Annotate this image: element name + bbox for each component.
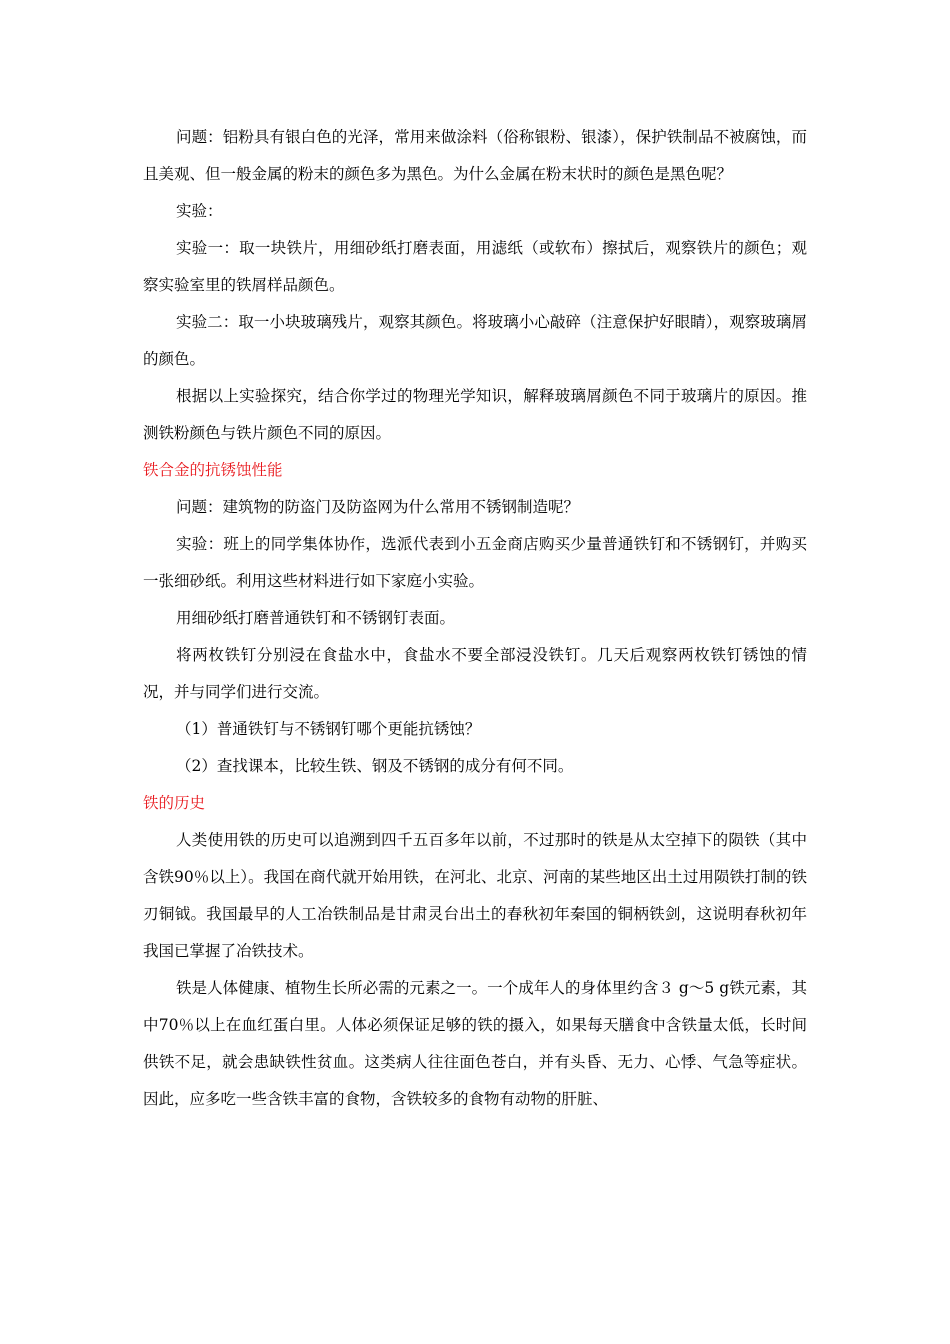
paragraph-sanding: 用细砂纸打磨普通铁钉和不锈钢钉表面。	[176, 609, 456, 627]
document-body	[143, 119, 807, 1118]
paragraph-conclusion: 根据以上实验探究，结合你学过的物理光学知识，解释玻璃屑颜色不同于玻璃片的原因。推测铁粉颜色与铁片颜色不同的原因。	[143, 387, 807, 442]
paragraph-salt-water: 将两枚铁钉分别浸在食盐水中，食盐水不要全部浸没铁钉。几天后观察两枚铁钉锈蚀的情况，并与同学们进行交流。	[143, 646, 807, 701]
paragraph-question-2: （2）查找课本，比较生铁、钢及不锈钢的成分有何不同。	[176, 757, 574, 775]
section-heading-rust-resistance: 铁合金的抗锈蚀性能	[143, 461, 283, 479]
paragraph-iron-health: 铁是人体健康、植物生长所必需的元素之一。一个成年人的身体里约含３ g～5 g铁元素，其中70％以上在血红蛋白里。人体必须保证足够的铁的摄入，如果每天膳食中含铁量太低，长时间供铁不足，就会患缺铁性贫血。这类病人往往面色苍白，并有头昏、无力、心悸、气急等症状。因此，应多吃一些含铁丰富的食物，含铁较多的食物有动物的肝脏、	[143, 979, 807, 1108]
paragraph-experiment-two: 实验二：取一小块玻璃残片，观察其颜色。将玻璃小心敲碎（注意保护好眼睛），观察玻璃屑的颜色。	[143, 313, 807, 368]
paragraph-question-aluminum-powder: 问题：铝粉具有银白色的光泽，常用来做涂料（俗称银粉、银漆），保护铁制品不被腐蚀，而且美观、但一般金属的粉末的颜色多为黑色。为什么金属在粉末状时的颜色是黑色呢？	[143, 128, 807, 183]
paragraph-iron-history: 人类使用铁的历史可以追溯到四千五百多年以前，不过那时的铁是从太空掉下的陨铁（其中含铁90％以上）。我国在商代就开始用铁，在河北、北京、河南的某些地区出土过用陨铁打制的铁刃铜钺。我国最早的人工冶铁制品是甘肃灵台出土的春秋初年秦国的铜柄铁剑，这说明春秋初年我国已掌握了冶铁技术。	[143, 831, 807, 960]
paragraph-experiment-one: 实验一：取一块铁片，用细砂纸打磨表面，用滤纸（或软布）擦拭后，观察铁片的颜色；观察实验室里的铁屑样品颜色。	[143, 239, 807, 294]
paragraph-experiment-label: 实验：	[176, 202, 223, 220]
paragraph-question-stainless: 问题：建筑物的防盗门及防盗网为什么常用不锈钢制造呢？	[176, 498, 580, 516]
paragraph-question-1: （1）普通铁钉与不锈钢钉哪个更能抗锈蚀？	[176, 720, 481, 738]
paragraph-experiment-nails: 实验：班上的同学集体协作，选派代表到小五金商店购买少量普通铁钉和不锈钢钉，并购买一张细砂纸。利用这些材料进行如下家庭小实验。	[143, 535, 807, 590]
section-heading-iron-history: 铁的历史	[143, 794, 206, 812]
